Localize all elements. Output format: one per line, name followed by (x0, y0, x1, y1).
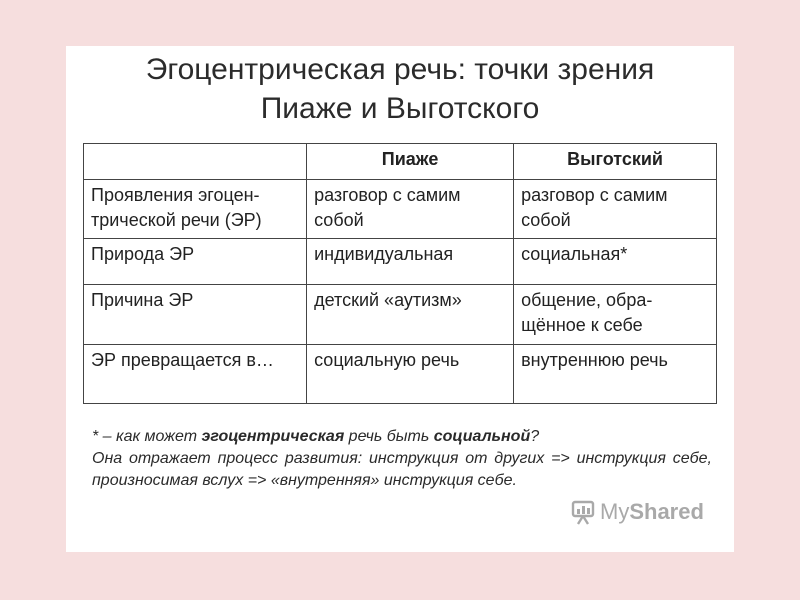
table-row (84, 239, 717, 285)
footnote-emphasis: эгоцентрическая (201, 428, 345, 445)
footnote-text: * – как может (92, 428, 202, 445)
slide-title (66, 50, 734, 128)
watermark-shared: Shared (629, 499, 704, 524)
header-cell-empty (84, 144, 307, 180)
vygotsky-cell: внутреннюю речь (514, 345, 717, 404)
footnote (92, 426, 712, 492)
title-line-1: Эгоцентрическая речь: точки зрения (145, 53, 655, 86)
row-label: ЭР превращается в… (84, 345, 307, 404)
table-header-row (84, 144, 717, 180)
header-cell-vygotsky: Выготский (514, 144, 717, 180)
row-label: Природа ЭР (84, 239, 307, 285)
row-label: Проявления эгоцен-трической речи (ЭР) (84, 180, 307, 239)
vygotsky-cell: разговор с самим собой (514, 180, 717, 239)
footnote-text: речь быть (344, 428, 434, 445)
vygotsky-cell: общение, обра-щённое к себе (514, 285, 717, 345)
footnote-emphasis: социальной (433, 428, 531, 445)
piaget-cell: индивидуальная (307, 239, 514, 285)
presentation-board-icon (570, 499, 596, 525)
piaget-cell: социальную речь (307, 345, 514, 404)
table-row (84, 285, 717, 345)
footnote-answer: Она отражает процесс развития: инструкция от других => инструкция себе, произносимая вслух => «внутренняя» инструкция себе. (92, 450, 712, 489)
piaget-cell: детский «аутизм» (307, 285, 514, 345)
slide (66, 46, 734, 552)
piaget-cell: разговор с самим собой (307, 180, 514, 239)
myshared-watermark (570, 498, 704, 526)
title-line-2: Пиаже и Выготского (260, 92, 540, 125)
table-row (84, 180, 717, 239)
footnote-text: ? (530, 428, 540, 445)
footnote-question (92, 426, 712, 448)
table-row (84, 345, 717, 404)
vygotsky-cell: социальная* (514, 239, 717, 285)
comparison-table (83, 143, 717, 404)
row-label: Причина ЭР (84, 285, 307, 345)
watermark-my: My (600, 499, 630, 524)
header-cell-piaget: Пиаже (307, 144, 514, 180)
